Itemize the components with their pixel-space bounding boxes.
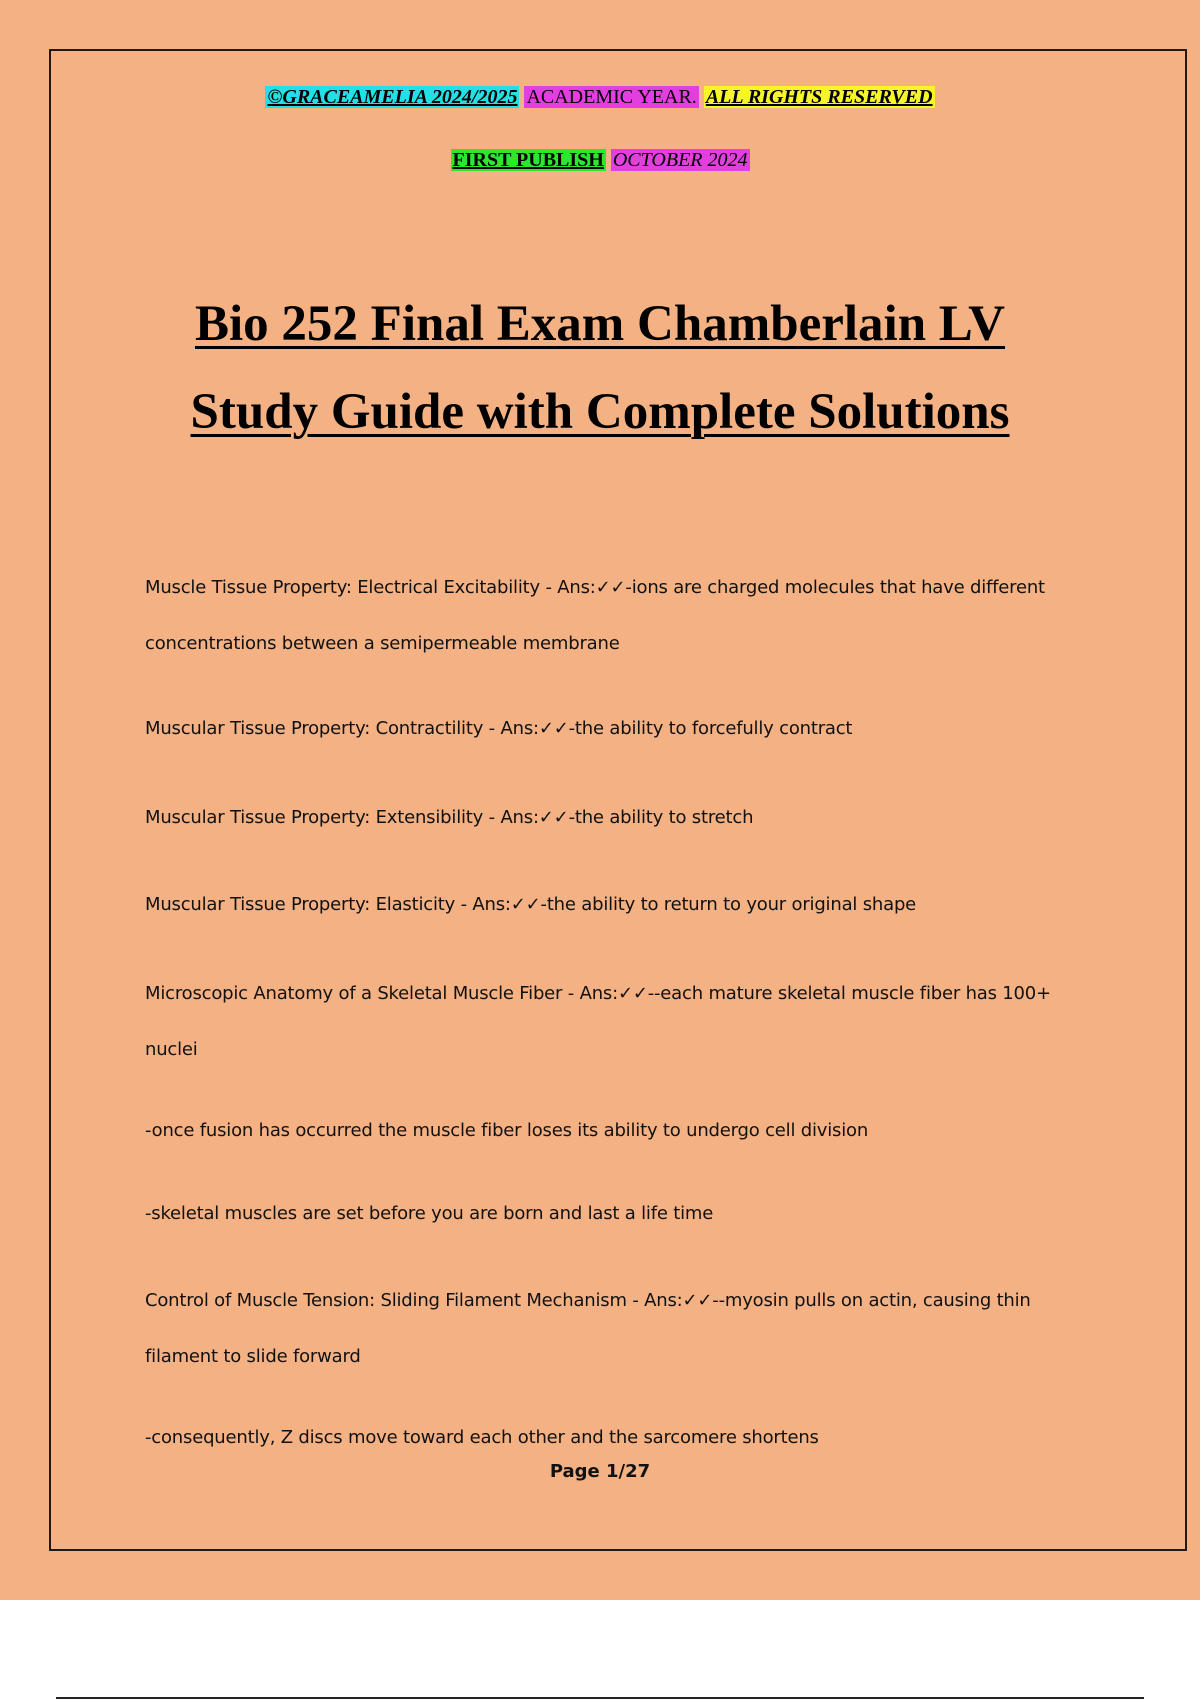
copyright-line — [0, 84, 1200, 110]
entry-line: Muscle Tissue Property: Electrical Excitability - Ans:✓✓-ions are charged molecules that have different — [145, 577, 1045, 598]
entry-line: filament to slide forward — [145, 1346, 361, 1367]
entry-line: Muscular Tissue Property: Elasticity - Ans:✓✓-the ability to return to your original shape — [145, 894, 917, 915]
entry-line: -once fusion has occurred the muscle fiber loses its ability to undergo cell division — [145, 1120, 869, 1141]
title-line-1: Bio 252 Final Exam Chamberlain LV — [195, 296, 1005, 352]
copyright-label: ©GRACEAMELIA 2024/2025 — [267, 86, 518, 108]
entry-line: -consequently, Z discs move toward each other and the sarcomere shortens — [145, 1427, 819, 1448]
publish-line — [0, 147, 1200, 173]
publish-date-label: OCTOBER 2024 — [612, 149, 748, 171]
academic-year-label: ACADEMIC YEAR. — [526, 86, 697, 108]
title-line-2: Study Guide with Complete Solutions — [190, 384, 1010, 440]
first-publish-label: FIRST PUBLISH — [452, 149, 604, 171]
rights-reserved-label: ALL RIGHTS RESERVED — [705, 86, 933, 108]
document-title — [0, 280, 1200, 456]
entry-line: Muscular Tissue Property: Contractility - Ans:✓✓-the ability to forcefully contract — [145, 718, 853, 739]
entry-line: Control of Muscle Tension: Sliding Filament Mechanism - Ans:✓✓--myosin pulls on actin, causing thin — [145, 1290, 1031, 1311]
entry-line: concentrations between a semipermeable membrane — [145, 633, 620, 654]
page-number: Page 1/27 — [549, 1461, 651, 1482]
entry-line: Microscopic Anatomy of a Skeletal Muscle Fiber - Ans:✓✓--each mature skeletal muscle fiber has 100+ — [145, 983, 1051, 1004]
entry-line: Muscular Tissue Property: Extensibility - Ans:✓✓-the ability to stretch — [145, 807, 754, 828]
entry-line: -skeletal muscles are set before you are born and last a life time — [145, 1203, 714, 1224]
entry-line: nuclei — [145, 1039, 198, 1060]
next-page-edge — [56, 1697, 1144, 1699]
